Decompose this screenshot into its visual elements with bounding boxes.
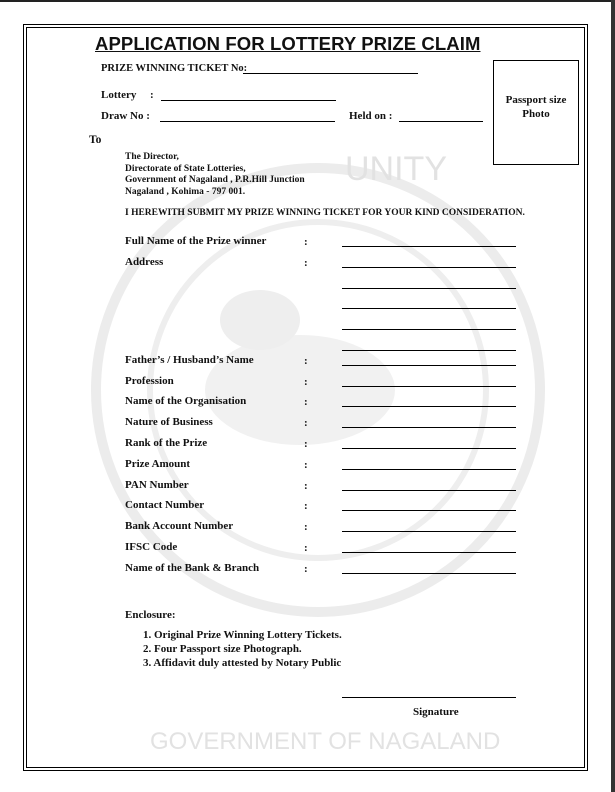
ticket-no-field[interactable] — [243, 73, 418, 74]
field-label: Profession — [125, 374, 174, 387]
enclosure-label: Enclosure: — [125, 609, 176, 621]
field-input-line[interactable] — [342, 329, 516, 330]
watermark-bottom-text: GOVERNMENT OF NAGALAND — [150, 728, 501, 755]
address-line: The Director, — [125, 152, 179, 162]
field-colon: : — [304, 479, 308, 492]
field-colon: : — [304, 417, 308, 430]
field-label: Bank Account Number — [125, 520, 234, 533]
address-line: Nagaland , Kohima - 797 001. — [125, 186, 246, 197]
signature-label: Signature — [413, 706, 459, 718]
address-line: Directorate of State Lotteries, — [125, 163, 246, 174]
field-input-line[interactable] — [342, 573, 516, 574]
field-colon: : — [304, 396, 308, 409]
field-input-line[interactable] — [342, 350, 516, 351]
field-label: Nature of Business — [125, 416, 213, 429]
field-input-line[interactable] — [342, 246, 516, 247]
field-colon: : — [304, 521, 308, 534]
form-title: APPLICATION FOR LOTTERY PRIZE CLAIM — [95, 33, 481, 54]
signature-field[interactable] — [342, 697, 516, 698]
address-line: Government of Nagaland , P.R.Hill Junction — [125, 175, 305, 185]
field-colon: : — [304, 236, 308, 248]
field-input-line[interactable] — [342, 267, 516, 268]
submission-statement: I HEREWITH SUBMIT MY PRIZE WINNING TICKET FOR YOUR KIND CONSIDERATION. — [125, 208, 525, 218]
field-input-line[interactable] — [342, 386, 516, 387]
field-input-line[interactable] — [342, 531, 516, 532]
enclosure-item: 2. Four Passport size Photograph. — [143, 643, 302, 655]
field-input-line[interactable] — [342, 448, 516, 449]
field-colon: : — [304, 354, 308, 367]
field-label: IFSC Code — [125, 541, 178, 553]
enclosure-item: 3. Affidavit duly attested by Notary Public — [143, 657, 342, 669]
lottery-field[interactable] — [161, 100, 336, 101]
field-colon: : — [304, 375, 308, 388]
watermark-top-text: UNITY — [345, 150, 447, 188]
field-input-line[interactable] — [342, 406, 516, 407]
field-input-line[interactable] — [342, 552, 516, 553]
field-label: Name of the Bank & Branch — [125, 561, 260, 574]
field-colon: : — [304, 458, 308, 471]
lottery-label: Lottery — [101, 89, 137, 101]
field-label: Address — [125, 255, 164, 268]
field-colon: : — [304, 500, 308, 513]
field-colon: : — [304, 438, 308, 450]
field-label: Name of the Organisation — [125, 395, 247, 408]
field-input-line[interactable] — [342, 510, 516, 511]
draw-no-field[interactable] — [160, 121, 335, 122]
field-colon: : — [304, 562, 308, 575]
photo-label-line2: Photo — [522, 108, 550, 120]
field-label: PAN Number — [125, 478, 189, 491]
field-label: Full Name of the Prize winner — [125, 235, 267, 247]
field-label: Father’s / Husband’s Name — [125, 353, 254, 366]
field-input-line[interactable] — [342, 308, 516, 309]
draw-no-label: Draw No : — [101, 110, 150, 122]
field-input-line[interactable] — [342, 288, 516, 289]
field-label: Contact Number — [125, 499, 205, 512]
field-input-line[interactable] — [342, 365, 516, 366]
enclosure-item: 1. Original Prize Winning Lottery Tickets. — [143, 629, 342, 641]
field-label: Prize Amount — [125, 457, 191, 470]
field-input-line[interactable] — [342, 490, 516, 491]
ticket-no-label: PRIZE WINNING TICKET No: — [101, 63, 248, 74]
field-label: Rank of the Prize — [125, 437, 208, 449]
lottery-colon: : — [150, 89, 154, 101]
held-on-label: Held on : — [349, 110, 393, 122]
field-colon: : — [304, 542, 308, 554]
field-colon: : — [304, 256, 308, 269]
enclosure-list — [143, 628, 342, 670]
field-input-line[interactable] — [342, 427, 516, 428]
passport-photo-box[interactable] — [493, 60, 579, 165]
photo-label-line1: Passport size — [505, 94, 567, 106]
held-on-field[interactable] — [399, 121, 483, 122]
recipient-address — [125, 152, 305, 198]
field-input-line[interactable] — [342, 469, 516, 470]
to-label: To — [89, 134, 102, 146]
